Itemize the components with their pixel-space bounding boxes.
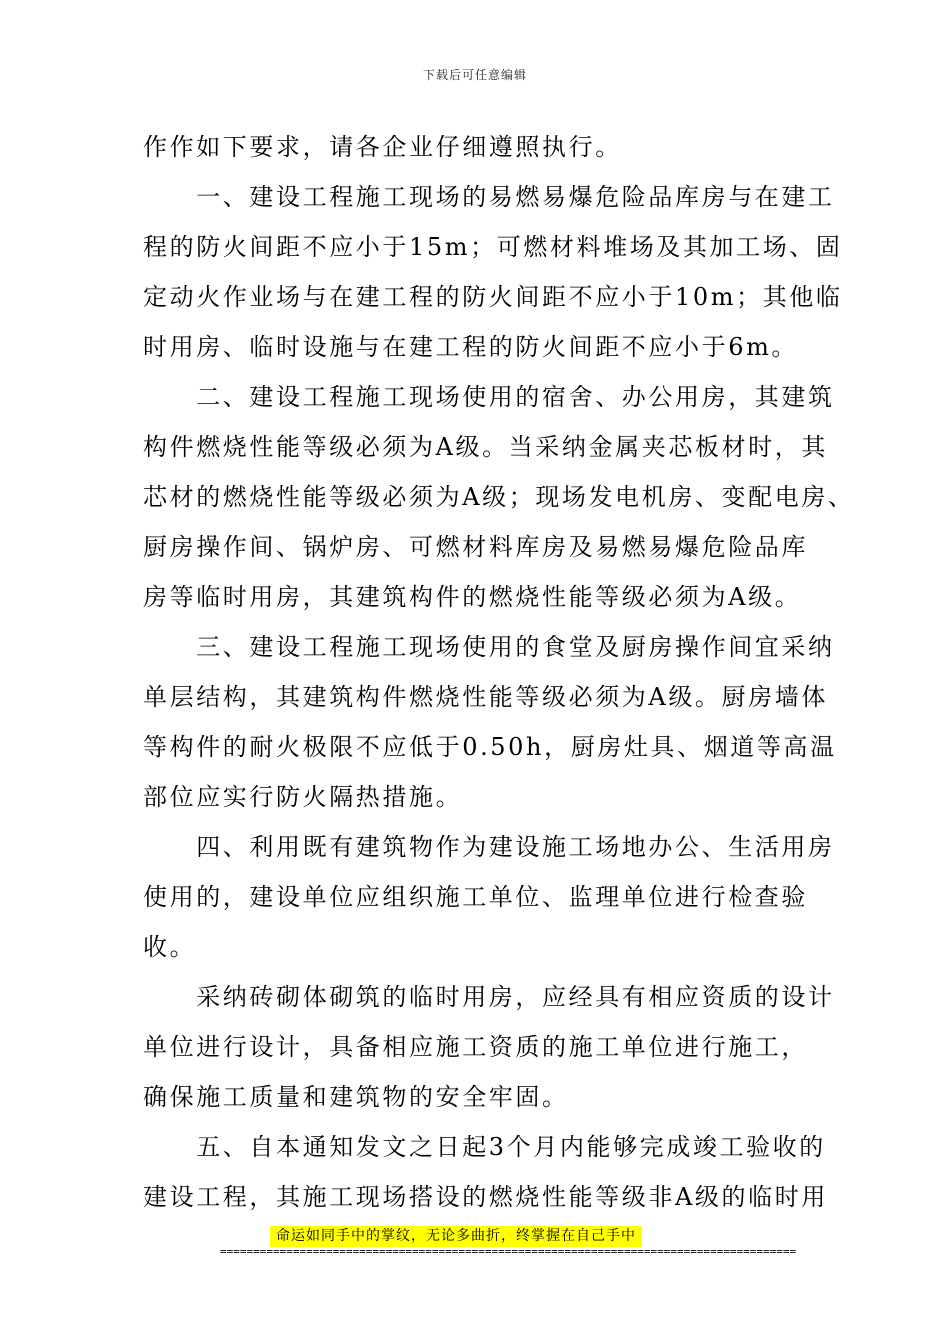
- body-line: 定动火作业场与在建工程的防火间距不应小于10m；其他临: [143, 283, 843, 311]
- footer-motto: 命运如同手中的掌纹，无论多曲折，终掌握在自己手中: [270, 1226, 642, 1247]
- footer-divider: =======================================================================================: [220, 1245, 797, 1258]
- body-line: 构件燃烧性能等级必须为A级。当采纳金属夹芯板材时，其: [143, 433, 828, 461]
- body-line: 芯材的燃烧性能等级必须为A级；现场发电机房、变配电房、: [143, 483, 855, 511]
- body-line: 使用的，建设单位应组织施工单位、监理单位进行检查验: [143, 883, 808, 911]
- body-line: 时用房、临时设施与在建工程的防火间距不应小于6m。: [143, 333, 799, 361]
- body-line: 二、建设工程施工现场使用的宿舍、办公用房，其建筑: [143, 383, 835, 411]
- body-line: 确保施工质量和建筑物的安全牢固。: [143, 1083, 569, 1111]
- body-line: 采纳砖砌体砌筑的临时用房，应经具有相应资质的设计: [143, 983, 835, 1011]
- body-line: 一、建设工程施工现场的易燃易爆危险品库房与在建工: [143, 183, 835, 211]
- body-line: 四、利用既有建筑物作为建设施工场地办公、生活用房: [143, 833, 835, 861]
- body-line: 单位进行设计，具备相应施工资质的施工单位进行施工，: [143, 1033, 808, 1061]
- body-line: 部位应实行防火隔热措施。: [143, 783, 463, 811]
- body-line: 单层结构，其建筑构件燃烧性能等级必须为A级。厨房墙体: [143, 683, 828, 711]
- body-line: 五、自本通知发文之日起3个月内能够完成竣工验收的: [143, 1133, 826, 1161]
- page-header-note: 下载后可任意编辑: [422, 68, 527, 82]
- body-line: 等构件的耐火极限不应低于0.50h，厨房灶具、烟道等高温: [143, 733, 837, 761]
- body-line: 厨房操作间、锅炉房、可燃材料库房及易燃易爆危险品库: [143, 533, 808, 561]
- body-line: 三、建设工程施工现场使用的食堂及厨房操作间宜采纳: [143, 633, 835, 661]
- body-line: 收。: [143, 933, 197, 961]
- document-body: [143, 122, 855, 1222]
- body-line: 建设工程，其施工现场搭设的燃烧性能等级非A级的临时用: [143, 1183, 828, 1211]
- body-line: 作作如下要求，请各企业仔细遵照执行。: [143, 133, 622, 161]
- body-line: 房等临时用房，其建筑构件的燃烧性能等级必须为A级。: [143, 583, 802, 611]
- body-line: 程的防火间距不应小于15m；可燃材料堆场及其加工场、固: [143, 233, 843, 261]
